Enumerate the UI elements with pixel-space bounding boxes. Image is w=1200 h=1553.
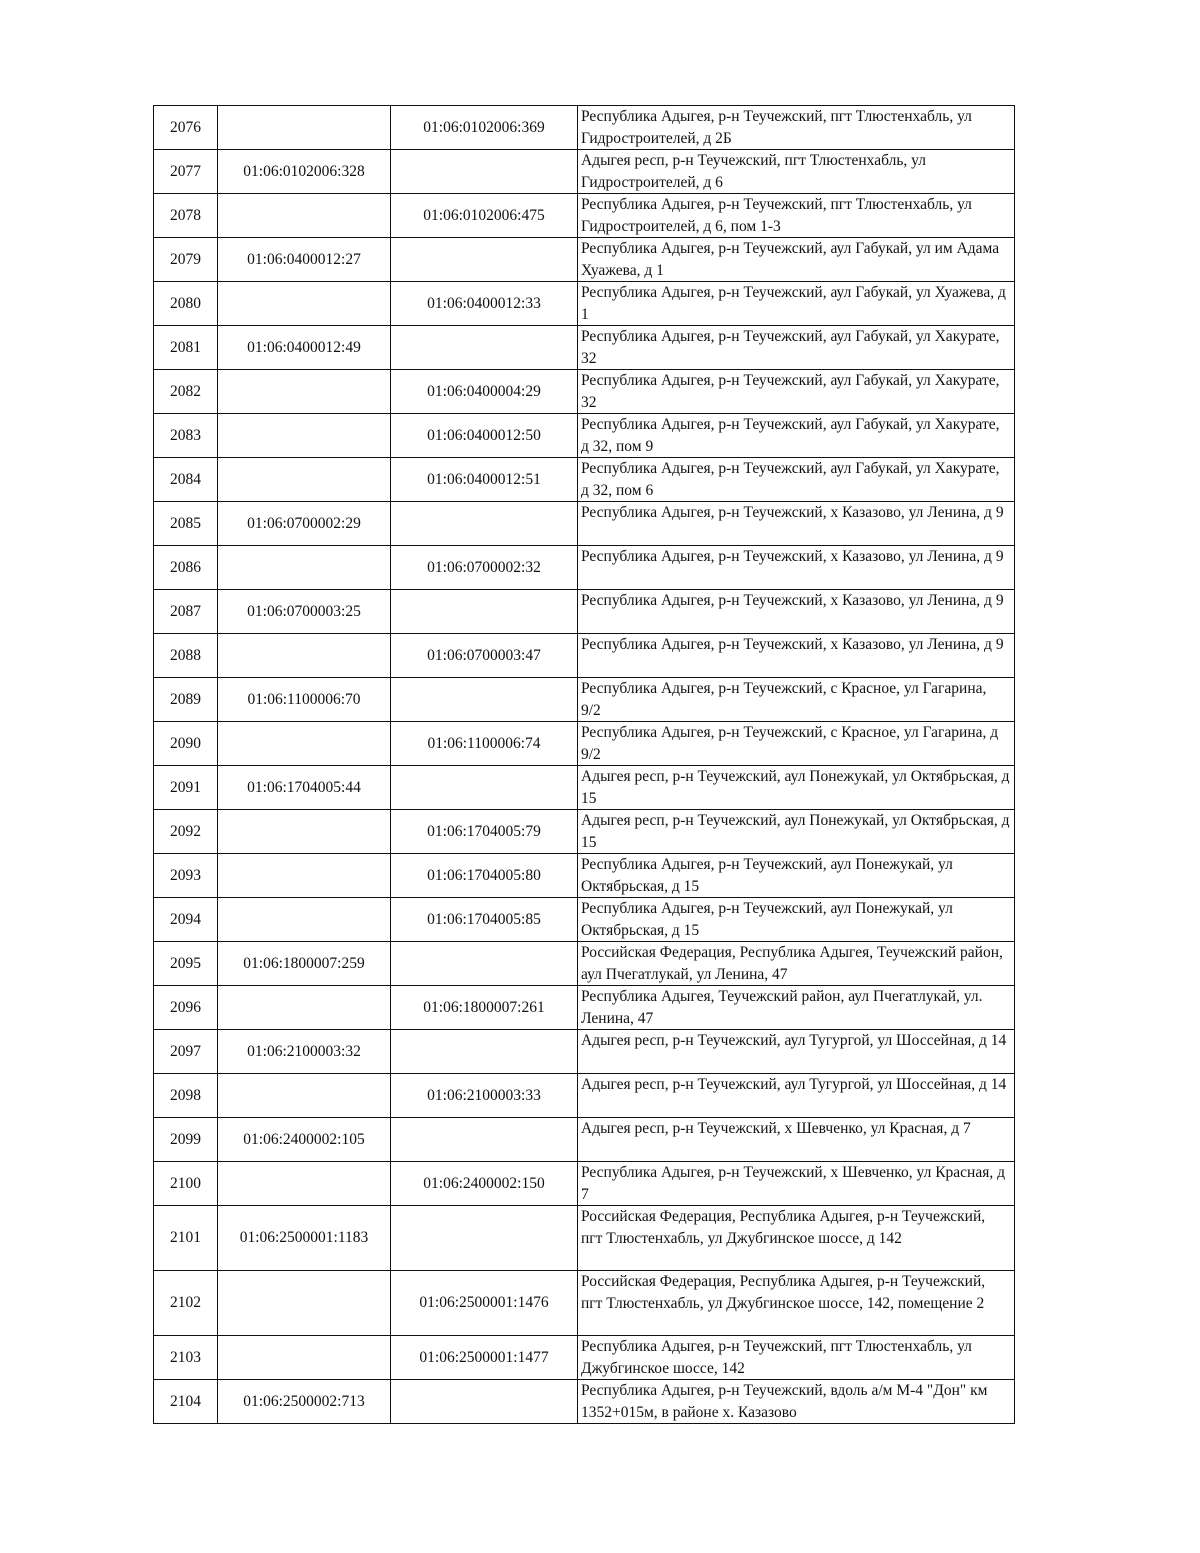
room-cadastral-number-cell: 01:06:0700003:47 <box>391 634 578 678</box>
address-cell: Республика Адыгея, р-н Теучежский, х Шевченко, ул Красная, д 7 <box>578 1162 1015 1206</box>
room-cadastral-number-cell: 01:06:1800007:261 <box>391 986 578 1030</box>
table-row <box>154 414 1015 458</box>
row-number-cell: 2099 <box>154 1118 218 1162</box>
table-row <box>154 546 1015 590</box>
room-cadastral-number-cell: 01:06:1704005:85 <box>391 898 578 942</box>
room-cadastral-number-cell: 01:06:0400012:50 <box>391 414 578 458</box>
row-number-cell: 2085 <box>154 502 218 546</box>
row-number-cell: 2096 <box>154 986 218 1030</box>
table-row <box>154 150 1015 194</box>
row-number-cell: 2080 <box>154 282 218 326</box>
table-row <box>154 1271 1015 1336</box>
address-cell: Республика Адыгея, р-н Теучежский, с Красное, ул Гагарина, д 9/2 <box>578 722 1015 766</box>
table-row <box>154 766 1015 810</box>
room-cadastral-number-cell: 01:06:0102006:369 <box>391 106 578 150</box>
building-cadastral-number-cell: 01:06:0102006:328 <box>218 150 391 194</box>
row-number-cell: 2079 <box>154 238 218 282</box>
address-cell: Республика Адыгея, р-н Теучежский, х Казазово, ул Ленина, д 9 <box>578 590 1015 634</box>
address-cell: Республика Адыгея, р-н Теучежский, пгт Тлюстенхабль, ул Гидростроителей, д 6, пом 1-3 <box>578 194 1015 238</box>
room-cadastral-number-cell: 01:06:1704005:80 <box>391 854 578 898</box>
building-cadastral-number-cell <box>218 634 391 678</box>
room-cadastral-number-cell <box>391 1380 578 1424</box>
room-cadastral-number-cell: 01:06:2500001:1476 <box>391 1271 578 1336</box>
table-row <box>154 282 1015 326</box>
table-row <box>154 634 1015 678</box>
table-row <box>154 898 1015 942</box>
building-cadastral-number-cell <box>218 1336 391 1380</box>
room-cadastral-number-cell <box>391 502 578 546</box>
row-number-cell: 2098 <box>154 1074 218 1118</box>
table-row <box>154 986 1015 1030</box>
building-cadastral-number-cell: 01:06:1100006:70 <box>218 678 391 722</box>
address-cell: Российская Федерация, Республика Адыгея, р-н Теучежский, пгт Тлюстенхабль, ул Джубгинское шоссе, д 142 <box>578 1206 1015 1271</box>
room-cadastral-number-cell: 01:06:2500001:1477 <box>391 1336 578 1380</box>
room-cadastral-number-cell: 01:06:0400012:51 <box>391 458 578 502</box>
address-cell: Республика Адыгея, р-н Теучежский, аул Понежукай, ул Октябрьская, д 15 <box>578 898 1015 942</box>
building-cadastral-number-cell <box>218 370 391 414</box>
building-cadastral-number-cell: 01:06:0400012:27 <box>218 238 391 282</box>
address-cell: Адыгея респ, р-н Теучежский, аул Понежукай, ул Октябрьская, д 15 <box>578 766 1015 810</box>
address-cell: Республика Адыгея, р-н Теучежский, пгт Тлюстенхабль, ул Джубгинское шоссе, 142 <box>578 1336 1015 1380</box>
room-cadastral-number-cell: 01:06:1704005:79 <box>391 810 578 854</box>
row-number-cell: 2087 <box>154 590 218 634</box>
address-cell: Республика Адыгея, р-н Теучежский, вдоль а/м М-4 "Дон" км 1352+015м, в районе х. Казазово <box>578 1380 1015 1424</box>
row-number-cell: 2084 <box>154 458 218 502</box>
table-row <box>154 854 1015 898</box>
table-row <box>154 810 1015 854</box>
row-number-cell: 2088 <box>154 634 218 678</box>
table-row <box>154 590 1015 634</box>
address-cell: Адыгея респ, р-н Теучежский, х Шевченко, ул Красная, д 7 <box>578 1118 1015 1162</box>
building-cadastral-number-cell: 01:06:0700003:25 <box>218 590 391 634</box>
address-cell: Адыгея респ, р-н Теучежский, аул Понежукай, ул Октябрьская, д 15 <box>578 810 1015 854</box>
address-cell: Адыгея респ, р-н Теучежский, аул Тугургой, ул Шоссейная, д 14 <box>578 1030 1015 1074</box>
room-cadastral-number-cell: 01:06:2400002:150 <box>391 1162 578 1206</box>
row-number-cell: 2092 <box>154 810 218 854</box>
building-cadastral-number-cell <box>218 810 391 854</box>
building-cadastral-number-cell: 01:06:0400012:49 <box>218 326 391 370</box>
address-cell: Республика Адыгея, р-н Теучежский, аул Габукай, ул Хакурате, д 32, пом 6 <box>578 458 1015 502</box>
building-cadastral-number-cell: 01:06:2500001:1183 <box>218 1206 391 1271</box>
room-cadastral-number-cell: 01:06:0700002:32 <box>391 546 578 590</box>
row-number-cell: 2078 <box>154 194 218 238</box>
table-body <box>154 106 1015 1424</box>
room-cadastral-number-cell <box>391 942 578 986</box>
row-number-cell: 2104 <box>154 1380 218 1424</box>
table-row <box>154 326 1015 370</box>
row-number-cell: 2103 <box>154 1336 218 1380</box>
address-cell: Республика Адыгея, р-н Теучежский, пгт Тлюстенхабль, ул Гидростроителей, д 2Б <box>578 106 1015 150</box>
building-cadastral-number-cell <box>218 546 391 590</box>
room-cadastral-number-cell <box>391 1118 578 1162</box>
room-cadastral-number-cell: 01:06:1100006:74 <box>391 722 578 766</box>
table-row <box>154 1380 1015 1424</box>
address-cell: Республика Адыгея, р-н Теучежский, аул Понежукай, ул Октябрьская, д 15 <box>578 854 1015 898</box>
row-number-cell: 2081 <box>154 326 218 370</box>
room-cadastral-number-cell <box>391 238 578 282</box>
table-row <box>154 722 1015 766</box>
document-page <box>153 105 1015 1424</box>
row-number-cell: 2094 <box>154 898 218 942</box>
row-number-cell: 2095 <box>154 942 218 986</box>
table-row <box>154 1074 1015 1118</box>
room-cadastral-number-cell <box>391 1206 578 1271</box>
building-cadastral-number-cell <box>218 282 391 326</box>
table-row <box>154 194 1015 238</box>
building-cadastral-number-cell <box>218 1074 391 1118</box>
building-cadastral-number-cell: 01:06:2100003:32 <box>218 1030 391 1074</box>
room-cadastral-number-cell <box>391 678 578 722</box>
address-cell: Республика Адыгея, р-н Теучежский, аул Габукай, ул Хуажева, д 1 <box>578 282 1015 326</box>
table-row <box>154 1162 1015 1206</box>
address-cell: Российская Федерация, Республика Адыгея, р-н Теучежский, пгт Тлюстенхабль, ул Джубгинское шоссе, 142, помещение 2 <box>578 1271 1015 1336</box>
building-cadastral-number-cell: 01:06:1704005:44 <box>218 766 391 810</box>
building-cadastral-number-cell <box>218 898 391 942</box>
room-cadastral-number-cell: 01:06:0400004:29 <box>391 370 578 414</box>
cadastral-table <box>153 105 1015 1424</box>
address-cell: Адыгея респ, р-н Теучежский, аул Тугургой, ул Шоссейная, д 14 <box>578 1074 1015 1118</box>
row-number-cell: 2076 <box>154 106 218 150</box>
row-number-cell: 2091 <box>154 766 218 810</box>
address-cell: Республика Адыгея, р-н Теучежский, аул Габукай, ул Хакурате, 32 <box>578 326 1015 370</box>
table-row <box>154 1030 1015 1074</box>
row-number-cell: 2090 <box>154 722 218 766</box>
room-cadastral-number-cell <box>391 766 578 810</box>
row-number-cell: 2089 <box>154 678 218 722</box>
room-cadastral-number-cell: 01:06:0102006:475 <box>391 194 578 238</box>
row-number-cell: 2083 <box>154 414 218 458</box>
room-cadastral-number-cell <box>391 1030 578 1074</box>
address-cell: Республика Адыгея, р-н Теучежский, аул Габукай, ул им Адама Хуажева, д 1 <box>578 238 1015 282</box>
room-cadastral-number-cell: 01:06:2100003:33 <box>391 1074 578 1118</box>
address-cell: Российская Федерация, Республика Адыгея, Теучежский район, аул Пчегатлукай, ул Ленина, 47 <box>578 942 1015 986</box>
row-number-cell: 2086 <box>154 546 218 590</box>
building-cadastral-number-cell <box>218 1271 391 1336</box>
building-cadastral-number-cell <box>218 414 391 458</box>
building-cadastral-number-cell <box>218 1162 391 1206</box>
address-cell: Республика Адыгея, р-н Теучежский, х Казазово, ул Ленина, д 9 <box>578 502 1015 546</box>
building-cadastral-number-cell <box>218 106 391 150</box>
row-number-cell: 2093 <box>154 854 218 898</box>
table-row <box>154 1336 1015 1380</box>
row-number-cell: 2100 <box>154 1162 218 1206</box>
table-row <box>154 1206 1015 1271</box>
table-row <box>154 502 1015 546</box>
building-cadastral-number-cell: 01:06:1800007:259 <box>218 942 391 986</box>
table-row <box>154 238 1015 282</box>
room-cadastral-number-cell <box>391 326 578 370</box>
table-row <box>154 942 1015 986</box>
building-cadastral-number-cell <box>218 854 391 898</box>
building-cadastral-number-cell: 01:06:0700002:29 <box>218 502 391 546</box>
row-number-cell: 2082 <box>154 370 218 414</box>
building-cadastral-number-cell: 01:06:2500002:713 <box>218 1380 391 1424</box>
room-cadastral-number-cell: 01:06:0400012:33 <box>391 282 578 326</box>
table-row <box>154 370 1015 414</box>
building-cadastral-number-cell <box>218 458 391 502</box>
room-cadastral-number-cell <box>391 590 578 634</box>
building-cadastral-number-cell <box>218 986 391 1030</box>
address-cell: Республика Адыгея, р-н Теучежский, аул Габукай, ул Хакурате, 32 <box>578 370 1015 414</box>
row-number-cell: 2102 <box>154 1271 218 1336</box>
building-cadastral-number-cell <box>218 194 391 238</box>
row-number-cell: 2097 <box>154 1030 218 1074</box>
address-cell: Республика Адыгея, р-н Теучежский, с Красное, ул Гагарина, 9/2 <box>578 678 1015 722</box>
building-cadastral-number-cell <box>218 722 391 766</box>
address-cell: Республика Адыгея, р-н Теучежский, аул Габукай, ул Хакурате, д 32, пом 9 <box>578 414 1015 458</box>
address-cell: Республика Адыгея, р-н Теучежский, х Казазово, ул Ленина, д 9 <box>578 546 1015 590</box>
building-cadastral-number-cell: 01:06:2400002:105 <box>218 1118 391 1162</box>
address-cell: Республика Адыгея, Теучежский район, аул Пчегатлукай, ул. Ленина, 47 <box>578 986 1015 1030</box>
table-row <box>154 106 1015 150</box>
table-row <box>154 678 1015 722</box>
room-cadastral-number-cell <box>391 150 578 194</box>
address-cell: Адыгея респ, р-н Теучежский, пгт Тлюстенхабль, ул Гидростроителей, д 6 <box>578 150 1015 194</box>
table-row <box>154 1118 1015 1162</box>
row-number-cell: 2101 <box>154 1206 218 1271</box>
table-row <box>154 458 1015 502</box>
address-cell: Республика Адыгея, р-н Теучежский, х Казазово, ул Ленина, д 9 <box>578 634 1015 678</box>
row-number-cell: 2077 <box>154 150 218 194</box>
